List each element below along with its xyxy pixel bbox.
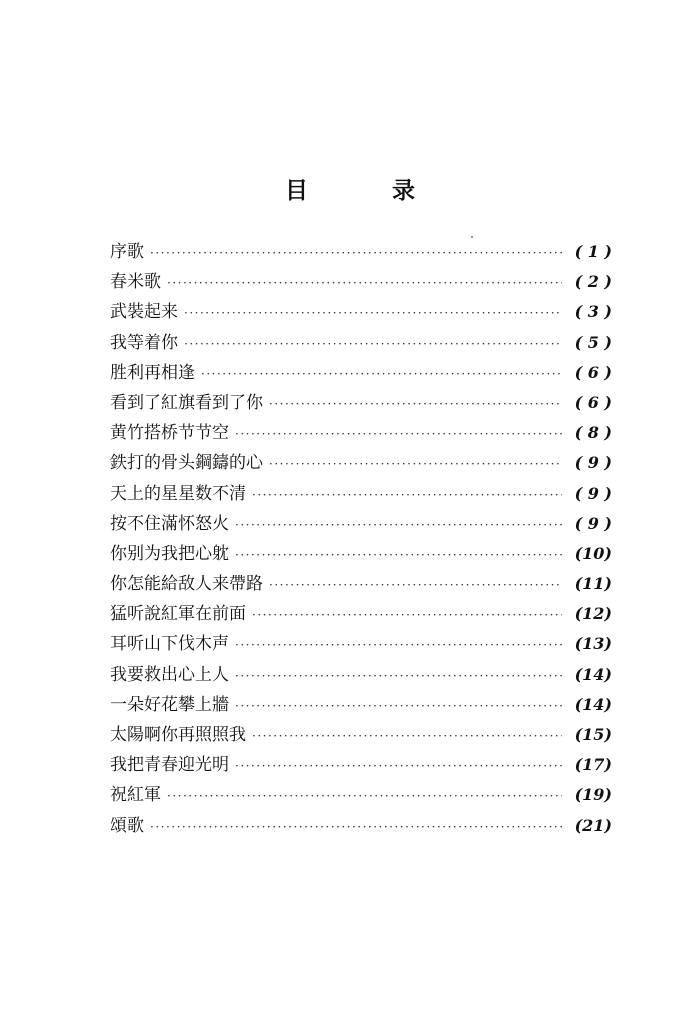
toc-leader-dots	[150, 238, 562, 268]
toc-leader-dots	[184, 329, 562, 359]
toc-entry-title: 看到了紅旗看到了你	[110, 392, 263, 413]
toc-entry-title: 猛听說紅軍在前面	[110, 604, 246, 625]
toc-entry-title: 序歌	[110, 242, 144, 262]
toc-leader-dots	[201, 359, 562, 389]
toc-entry-title: 祝紅軍	[110, 785, 161, 806]
toc-entry-title: 胜利再相逢	[110, 362, 195, 383]
toc-entry-page: (19)	[574, 785, 612, 805]
toc-entry-title: 按不住滿怀怒火	[110, 513, 229, 534]
toc-entry-page: ( 9 )	[574, 513, 612, 533]
toc-leader-dots	[235, 630, 562, 660]
toc-entry-page: (11)	[574, 574, 612, 594]
toc-entry-title: 太陽啊你再照照我	[110, 725, 246, 745]
toc-entry[interactable]	[110, 780, 612, 810]
toc-entry[interactable]	[110, 388, 612, 418]
toc-entry-title: 一朵好花攀上牆	[110, 694, 229, 715]
toc-leader-dots	[252, 600, 562, 630]
toc-entry-page: ( 1 )	[574, 242, 612, 261]
toc-entry-page: ( 3 )	[574, 302, 612, 322]
toc-entry-title: 我要救出心上人	[110, 664, 229, 685]
toc-entry-page: (13)	[574, 634, 612, 654]
toc-entry[interactable]	[110, 539, 612, 569]
toc-entry[interactable]	[110, 267, 612, 297]
toc-entry-page: ( 9 )	[574, 483, 612, 503]
toc-entry-page: (12)	[574, 604, 612, 624]
toc-entry[interactable]	[110, 448, 612, 478]
toc-leader-dots	[252, 721, 562, 751]
toc-entry-title: 黄竹搭桥节节空	[110, 423, 229, 444]
toc-leader-dots	[235, 540, 562, 570]
toc-entry-page: (21)	[574, 815, 612, 835]
table-of-contents	[110, 237, 612, 841]
toc-entry-page: (14)	[574, 664, 612, 684]
toc-entry-title: 鉄打的骨头鋼鑄的心	[110, 453, 263, 474]
toc-entry-title: 武裝起来	[110, 302, 178, 323]
toc-entry-page: (14)	[574, 694, 612, 714]
toc-entry[interactable]	[110, 599, 612, 629]
toc-entry-title: 春米歌	[110, 272, 161, 293]
toc-entry[interactable]	[110, 297, 612, 327]
toc-entry-title: 我把青春迎光明	[110, 755, 229, 776]
toc-entry-title: 你别为我把心躭	[110, 543, 229, 564]
toc-leader-dots	[150, 812, 562, 842]
toc-entry-page: (15)	[574, 725, 612, 744]
toc-leader-dots	[167, 268, 562, 298]
toc-entry[interactable]	[110, 750, 612, 780]
toc-leader-dots	[235, 691, 562, 721]
toc-leader-dots	[235, 751, 562, 781]
toc-leader-dots	[269, 449, 562, 479]
toc-leader-dots	[269, 570, 562, 600]
toc-leader-dots	[235, 419, 562, 449]
toc-entry-page: ( 9 )	[574, 453, 612, 473]
toc-leader-dots	[184, 298, 562, 328]
toc-entry[interactable]	[110, 690, 612, 720]
page-title: 目 录	[284, 178, 453, 204]
toc-leader-dots	[235, 661, 562, 691]
toc-entry[interactable]	[110, 660, 612, 690]
toc-leader-dots	[269, 389, 562, 419]
toc-entry[interactable]	[110, 328, 612, 358]
toc-entry[interactable]	[110, 569, 612, 599]
toc-entry-title: 你怎能給敌人来帶路	[110, 574, 263, 595]
toc-entry-page: (17)	[574, 755, 612, 775]
toc-entry-title: 天上的星星数不清	[110, 483, 246, 504]
toc-entry-page: ( 6 )	[574, 362, 612, 382]
toc-entry[interactable]	[110, 811, 612, 841]
toc-entry-page: ( 2 )	[574, 272, 612, 292]
toc-entry-title: 耳听山下伐木声	[110, 634, 229, 655]
toc-leader-dots	[235, 510, 562, 540]
toc-entry-title: 我等着你	[110, 332, 178, 353]
toc-entry-page: (10)	[574, 543, 612, 563]
toc-leader-dots	[167, 781, 562, 811]
toc-leader-dots	[252, 480, 562, 510]
toc-entry[interactable]	[110, 479, 612, 509]
toc-entry[interactable]	[110, 629, 612, 659]
toc-entry-page: ( 5 )	[574, 332, 612, 352]
toc-entry[interactable]	[110, 358, 612, 388]
toc-entry[interactable]	[110, 509, 612, 539]
toc-entry[interactable]	[110, 720, 612, 750]
toc-entry-page: ( 8 )	[574, 423, 612, 443]
toc-entry[interactable]	[110, 418, 612, 448]
toc-entry[interactable]	[110, 237, 612, 267]
toc-entry-title: 頌歌	[110, 815, 144, 836]
toc-entry-page: ( 6 )	[574, 392, 612, 412]
